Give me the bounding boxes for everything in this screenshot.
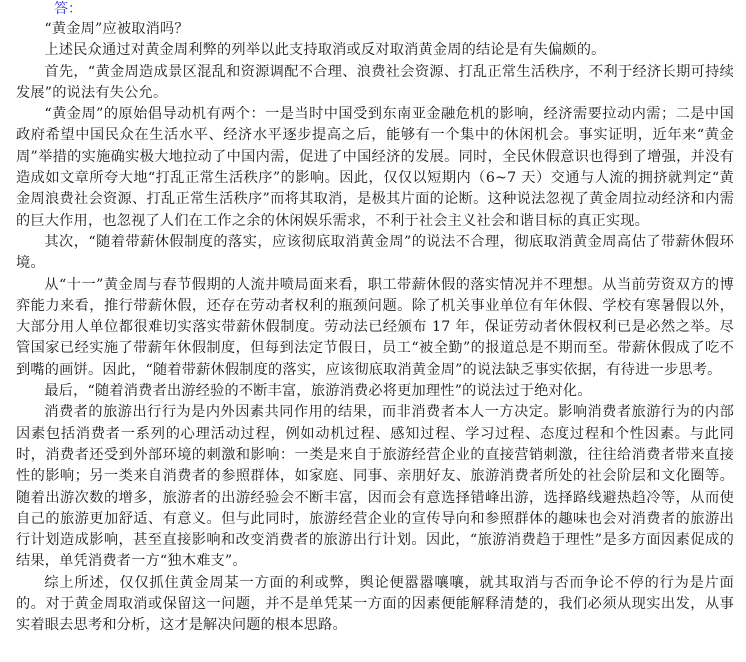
paragraph-third-point: 最后，“随着消费者出游经验的不断丰富，旅游消费必将更加理性”的说法过于绝对化。 [44,383,592,400]
paragraph-second-argument: 从“十一”黄金周与春节假期的人流井喷局面来看，职工带薪休假的落实情况并不理想。从当前劳资双方的博弈能力来看，推行带薪休假，还存在劳动者权利的瓶颈问题。除了机关事业单位有年休假、学校有寒暑假以外，大部分用人单位都很难切实落实带薪休假制度。劳动法已经颁布 17 年，保证劳动者休假权利已是必然之举。尽管国家已经实施了带薪年休假制度，但每到法定节假日，员工“被全勤”的报道总是不期而至。带薪休假成了吃不到嘴的画饼。因此，“随着带薪休假制度的落实，应该彻底取消黄金周”的说法缺乏事实依据，有待进一步思考。 [16,276,734,378]
paragraph-conclusion: 综上所述，仅仅抓住黄金周某一方面的利或弊，舆论便嚣嚣嚷嚷，就其取消与否而争论不停的行为是片面的。对于黄金周取消或保留这一问题，并不是单凭某一方面的因素便能解释清楚的，我们必须从现实出发，从事实着眼去思考和分析，这才是解决问题的根本思路。 [16,574,734,634]
paragraph-thesis: 上述民众通过对黄金周利弊的列举以此支持取消或反对取消黄金周的结论是有失偏颇的。 [44,42,606,59]
paragraph-third-argument: 消费者的旅游出行行为是内外因素共同作用的结果，而非消费者本人一方决定。影响消费者旅游行为的内部因素包括消费者一系列的心理活动过程，例如动机过程、感知过程、学习过程、态度过程和个性因素。与此同时，消费者还受到外部环境的刺激和影响：一类是来自于旅游经营企业的直接营销刺激，往往给消费者带来直接性的影响；另一类来自消费者的参照群体，如家庭、同事、亲朋好友、旅游消费者所处的社会阶层和文化圈等。随着出游次数的增多，旅游者的出游经验会不断丰富，因而会有意选择错峰出游，选择路线避热趋冷等，从而使自己的旅游更加舒适、有意义。但与此同时，旅游经营企业的宣传导向和参照群体的趣味也会对消费者的旅游出行计划造成影响，甚至直接影响和改变消费者的旅游出行计划。因此，“旅游消费趋于理性”是多方面因素促成的结果，单凭消费者一方“独木难支”。 [16,404,734,570]
paragraph-second-point: 其次，“随着带薪休假制度的落实，应该彻底取消黄金周”的说法不合理，彻底取消黄金周高估了带薪休假环境。 [16,233,734,272]
paragraph-first-argument: “黄金周”的原始倡导动机有两个：一是当时中国受到东南亚金融危机的影响，经济需要拉动内需；二是中国政府希望中国民众在生活水平、经济水平逐步提高之后，能够有一个集中的休闲机会。事实证明，近年来“黄金周”举措的实施确实极大地拉动了中国内需，促进了中国经济的发展。同时，全民休假意识也得到了增强，并没有造成如文章所夸大地“打乱正常生活秩序”的影响。因此，仅仅以短期内（6~7 天）交通与人流的拥挤就判定“黄金周浪费社会资源、打乱正常生活秩序”而将其取消，是极其片面的论断。这种说法忽视了黄金周拉动经济和内需的巨大作用，也忽视了人们在工作之余的休闲娱乐需求，不利于社会主义社会和谐目标的真正实现。 [16,106,734,229]
essay-title: “黄金周”应被取消吗？ [44,21,189,37]
paragraph-first-point: 首先，“黄金周造成景区混乱和资源调配不合理、浪费社会资源、打乱正常生活秩序，不利于经济长期可持续发展”的说法有失公允。 [16,63,734,101]
answer-label: 答： [54,1,82,17]
